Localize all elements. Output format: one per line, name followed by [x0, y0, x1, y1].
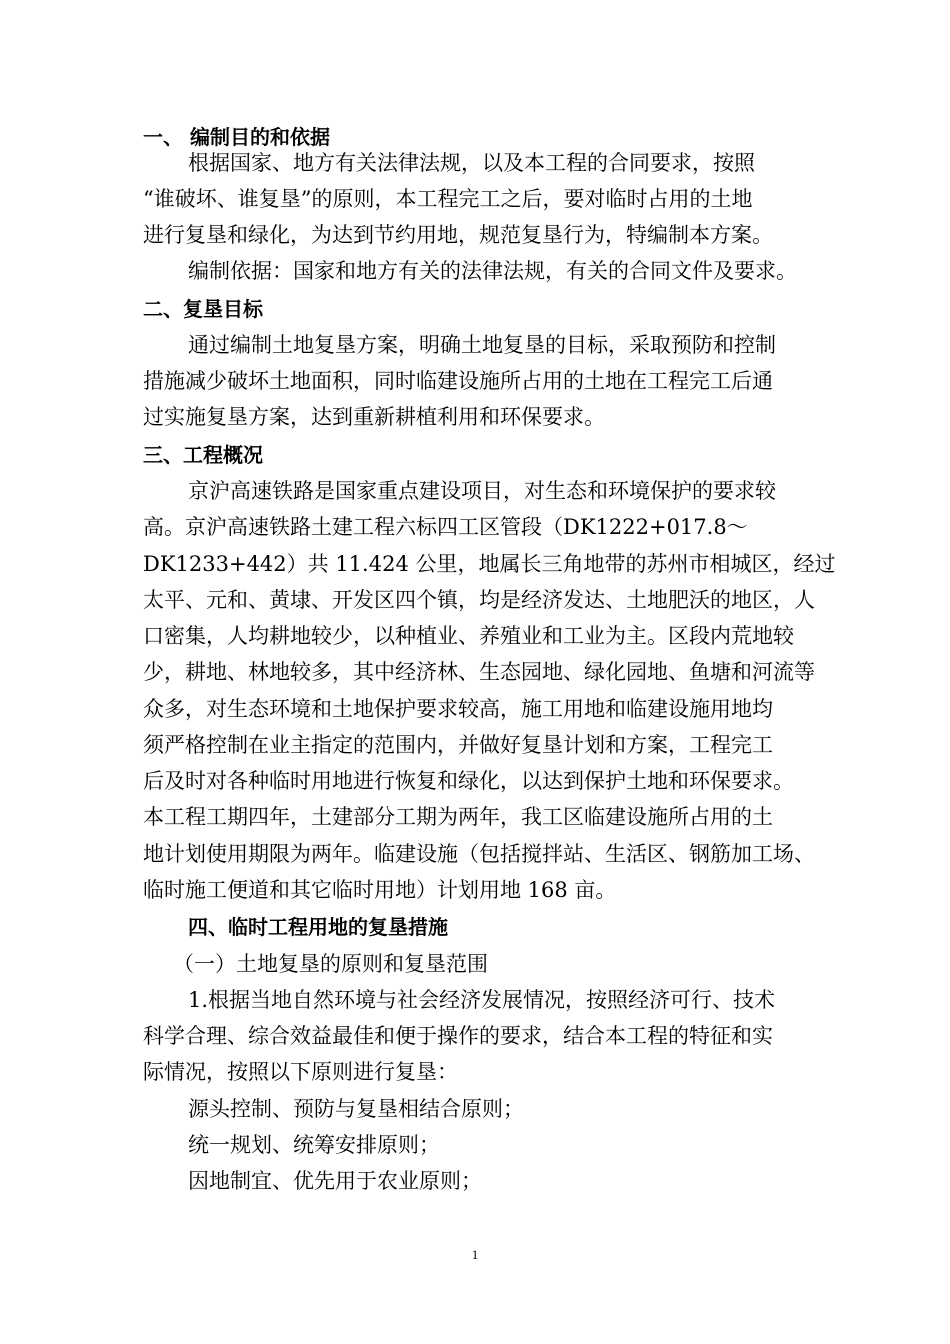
section-2-heading: 二、复垦目标 — [143, 297, 263, 321]
page-number: 1 — [471, 1247, 479, 1262]
principle-item: 因地制宜、优先用于农业原则； — [188, 1169, 482, 1193]
section-3-para-line: 京沪高速铁路是国家重点建设项目，对生态和环境保护的要求较 — [188, 479, 776, 503]
section-2-para-line: 过实施复垦方案，达到重新耕植利用和环保要求。 — [143, 405, 605, 429]
section-3-heading: 三、工程概况 — [143, 443, 263, 467]
section-3-para-line: DK1233+442）共 11.424 公里，地属长三角地带的苏州市相城区，经过 — [143, 552, 836, 576]
section-4-heading: 四、临时工程用地的复垦措施 — [188, 915, 448, 939]
section-3-para-line: 本工程工期四年，土建部分工期为两年，我工区临建设施所占用的土 — [143, 805, 773, 829]
section-3-para-line: 地计划使用期限为两年。临建设施（包括搅拌站、生活区、钢筋加工场、 — [143, 842, 815, 866]
section-3-para-line: 须严格控制在业主指定的范围内，并做好复垦计划和方案，工程完工 — [143, 733, 773, 757]
principle-item: 统一规划、统筹安排原则； — [188, 1133, 440, 1157]
section-2-para-line: 措施减少破坏土地面积，同时临建设施所占用的土地在工程完工后通 — [143, 369, 773, 393]
section-3-para-line: 少，耕地、林地较多，其中经济林、生态园地、绿化园地、鱼塘和河流等 — [143, 660, 815, 684]
section-3-para-line: 临时施工便道和其它临时用地）计划用地 168 亩。 — [143, 878, 617, 902]
section-4-subheading: （一）土地复垦的原则和复垦范围 — [173, 952, 488, 976]
section-3-para-line: 口密集，人均耕地较少，以种植业、养殖业和工业为主。区段内荒地较 — [143, 624, 794, 648]
section-3-para-line: 后及时对各种临时用地进行恢复和绿化，以达到保护土地和环保要求。 — [143, 769, 794, 793]
section-3-para-line: 众多，对生态环境和土地保护要求较高，施工用地和临建设施用地均 — [143, 697, 773, 721]
section-4-para-line: 际情况，按照以下原则进行复垦： — [143, 1060, 458, 1084]
section-4-para-line: 1.根据当地自然环境与社会经济发展情况，按照经济可行、技术 — [188, 988, 776, 1012]
principle-item: 源头控制、预防与复垦相结合原则； — [188, 1097, 524, 1121]
section-1-para-line: “谁破坏、谁复垦”的原则，本工程完工之后，要对临时占用的土地 — [143, 187, 753, 211]
section-4-para-line: 科学合理、综合效益最佳和便于操作的要求，结合本工程的特征和实 — [143, 1024, 773, 1048]
section-1-para-line: 进行复垦和绿化，为达到节约用地，规范复垦行为，特编制本方案。 — [143, 223, 773, 247]
section-3-para-line: 太平、元和、黄埭、开发区四个镇，均是经济发达、土地肥沃的地区，人 — [143, 588, 815, 612]
section-1-basis-line: 编制依据：国家和地方有关的法律法规，有关的合同文件及要求。 — [188, 259, 797, 283]
section-3-para-line: 高。京沪高速铁路土建工程六标四工区管段（DK1222+017.8～ — [143, 515, 748, 539]
section-1-para-line: 根据国家、地方有关法律法规，以及本工程的合同要求，按照 — [188, 151, 755, 175]
section-2-para-line: 通过编制土地复垦方案，明确土地复垦的目标，采取预防和控制 — [188, 333, 776, 357]
section-1-heading: 一、 编制目的和依据 — [143, 125, 330, 149]
